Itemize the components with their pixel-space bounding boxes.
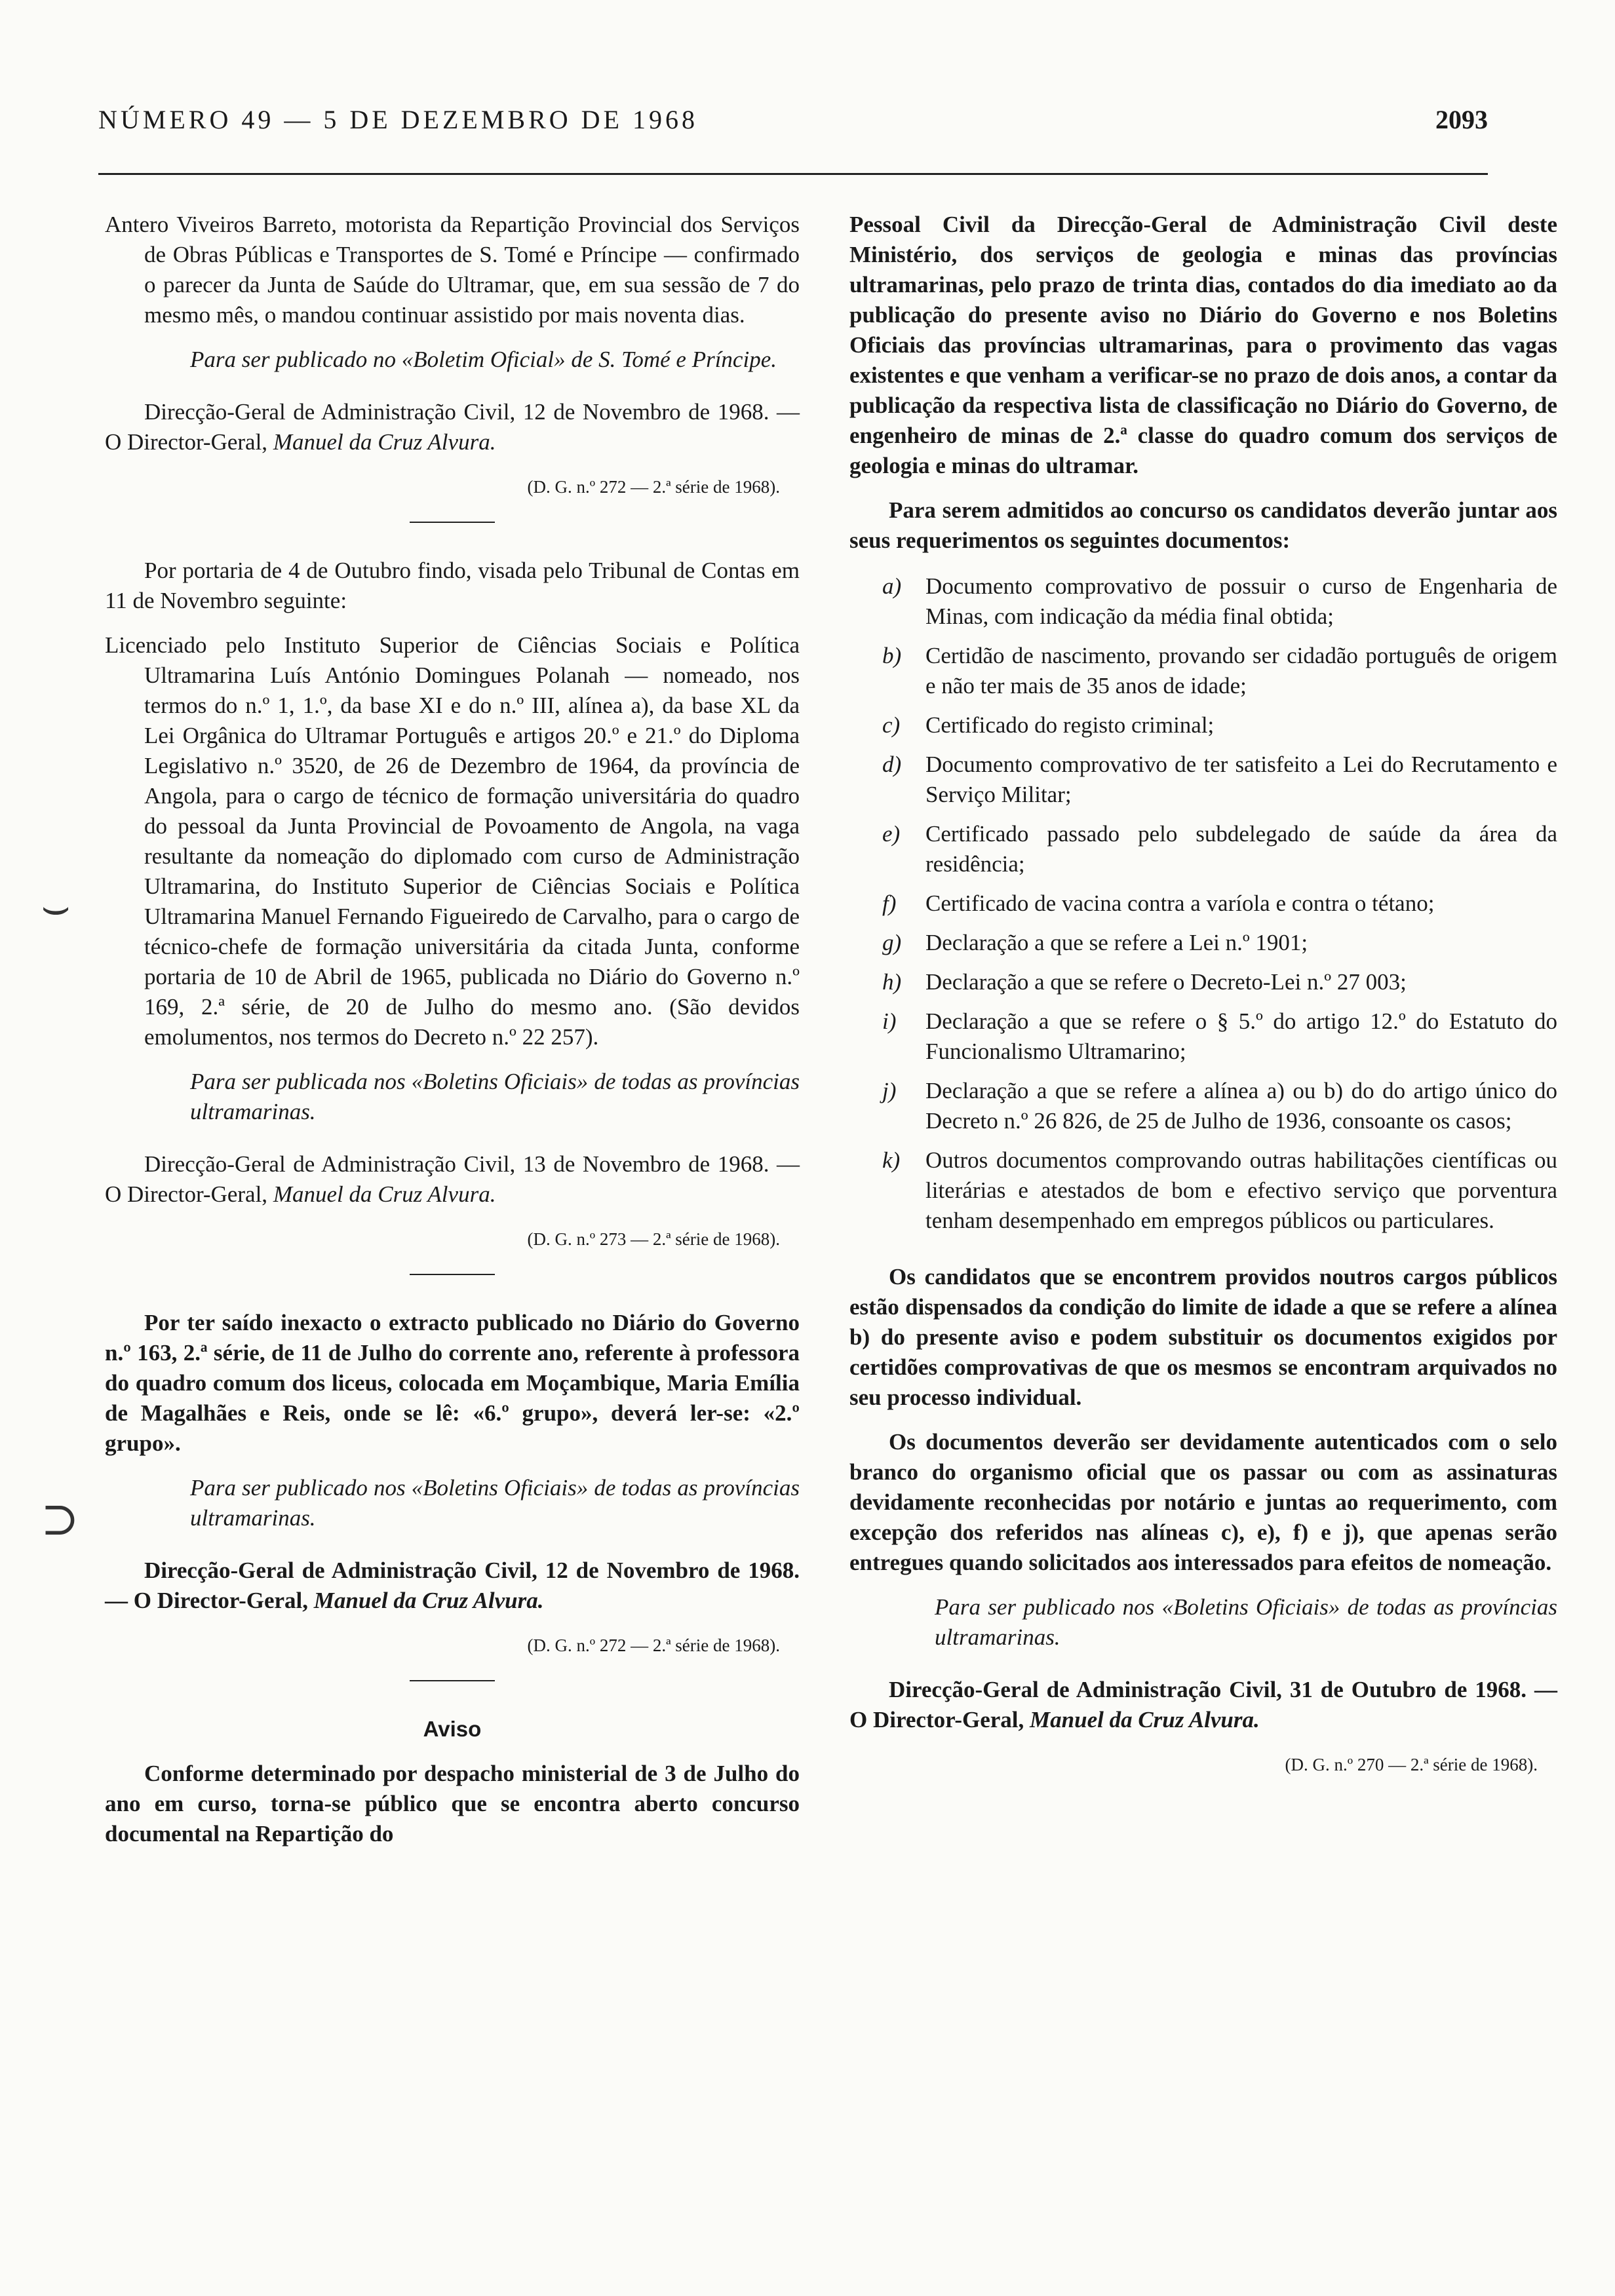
item-text: Declaração a que se refere o Decreto-Lei n.º 27 003; — [925, 969, 1407, 995]
gazette-reference: (D. G. n.º 270 — 2.ª série de 1968). — [1285, 1755, 1538, 1774]
item-text: Outros documentos comprovando outras habilitações científicas ou literárias e atestados de bom e efectivo serviço que porventura tenham desempenhado em empregos públicos ou particulares. — [925, 1147, 1557, 1233]
dispatch-paragraph: Antero Viveiros Barreto, motorista da Repartição Provincial dos Serviços de Obras Públicas e Transportes de S. Tomé e Príncipe — confirmado o parecer da Junta de Saúde do Ultramar, que, em sua sessão de 7 do mesmo mês, o mandou continuar assistido por mais noventa dias. — [105, 212, 800, 328]
separator-rule — [410, 1274, 495, 1275]
publication-note: Para ser publicado no «Boletim Oficial» de S. Tomé e Príncipe. — [190, 347, 777, 372]
document-item — [849, 928, 1557, 958]
signature-line: Direcção-Geral de Administração Civil, 12 de Novembro de 1968. — O Director-Geral, Manuel da Cruz Alvura. — [105, 399, 800, 455]
item-label: a) — [882, 573, 902, 599]
item-text: Declaração a que se refere o § 5.º do artigo 12.º do Estatuto do Funcionalismo Ultramarino; — [925, 1008, 1557, 1064]
item-label: i) — [882, 1008, 897, 1034]
aviso-paragraph: Conforme determinado por despacho ministerial de 3 de Julho do ano em curso, torna-se público que se encontra aberto concurso documental na Repartição do — [105, 1761, 800, 1846]
item-text: Documento comprovativo de possuir o curso de Engenharia de Minas, com indicação da média final obtida; — [925, 573, 1557, 629]
header-title: NÚMERO 49 — 5 DE DEZEMBRO DE 1968 — [98, 105, 698, 134]
page-header — [98, 105, 1488, 144]
portaria-intro: Por portaria de 4 de Outubro findo, visada pelo Tribunal de Contas em 11 de Novembro seguinte: — [105, 558, 800, 613]
item-label: f) — [882, 890, 897, 916]
publication-note: Para ser publicado nos «Boletins Oficiais» de todas as províncias ultramarinas. — [190, 1475, 800, 1531]
aviso-continuation: Pessoal Civil da Direcção-Geral de Administração Civil deste Ministério, dos serviços de geologia e minas das províncias ultramarinas, pelo prazo de trinta dias, contados do dia imediato ao da publicação do presente aviso no Diário do Governo e nos Boletins Oficiais das províncias ultramarinas, para o provimento das vagas existentes e que venham a verificar-se no prazo de dois anos, a contar da publicação da respectiva lista de classificação no Diário do Governo, de engenheiro de minas de 2.ª classe do quadro comum dos serviços de geologia e minas do ultramar. — [849, 212, 1557, 478]
document-item — [849, 1076, 1557, 1136]
document-item — [849, 889, 1557, 919]
document-item — [849, 819, 1557, 879]
separator-rule — [410, 522, 495, 523]
right-column — [849, 210, 1557, 1799]
signature-line: Direcção-Geral de Administração Civil, 12 de Novembro de 1968. — O Director-Geral, Manuel da Cruz Alvura. — [105, 1558, 800, 1613]
document-item — [849, 641, 1557, 701]
signature-line: Direcção-Geral de Administração Civil, 13 de Novembro de 1968. — O Director-Geral, Manuel da Cruz Alvura. — [105, 1151, 800, 1207]
binding-mark-icon: ⌣ — [41, 882, 71, 932]
item-text: Certificado de vacina contra a varíola e contra o tétano; — [925, 890, 1435, 916]
item-label: j) — [882, 1078, 897, 1103]
item-text: Declaração a que se refere a Lei n.º 1901; — [925, 930, 1308, 955]
binding-mark-icon: ⊃ — [41, 1495, 79, 1545]
left-column — [105, 210, 800, 1864]
item-text: Documento comprovativo de ter satisfeito a Lei do Recrutamento e Serviço Militar; — [925, 752, 1557, 807]
document-item — [849, 1145, 1557, 1236]
item-text: Certificado do registo criminal; — [925, 712, 1215, 738]
item-label: b) — [882, 643, 902, 668]
authentication-paragraph: Os documentos deverão ser devidamente autenticados com o selo branco do organismo oficial que os passar ou com as assinaturas devidamente reconhecidas por notário e juntas ao requerimento, com excepção dos referidos nas alíneas c), e), f) e j), que apenas serão entregues quando solicitados aos interessados para efeitos de nomeação. — [849, 1429, 1557, 1575]
item-label: d) — [882, 752, 902, 777]
item-label: e) — [882, 821, 901, 847]
document-item — [849, 967, 1557, 997]
appointment-paragraph: Licenciado pelo Instituto Superior de Ciências Sociais e Política Ultramarina Luís António Domingues Polanah — nomeado, nos termos do n.º 1, 1.º, da base XI e do n.º III, alínea a), da base XL da Lei Orgânica do Ultramar Português e artigos 20.º e 21.º do Diploma Legislativo n.º 3520, de 26 de Dezembro de 1964, da província de Angola, para o cargo de técnico de formação universitária do quadro do pessoal da Junta Provincial de Povoamento de Angola, na vaga resultante da nomeação do diplomado com curso de Administração Ultramarina, do Instituto Superior de Ciências Sociais e Política Ultramarina Manuel Fernando Figueiredo de Carvalho, para o cargo de técnico-chefe de formação universitária da citada Junta, conforme portaria de 10 de Abril de 1965, publicada no Diário do Governo n.º 169, 2.ª série, de 20 de Julho do mesmo ano. (São devidos emolumentos, nos termos do Decreto n.º 22 257). — [105, 632, 800, 1050]
item-label: c) — [882, 712, 901, 738]
separator-rule — [410, 1680, 495, 1681]
document-item — [849, 710, 1557, 740]
gazette-reference: (D. G. n.º 272 — 2.ª série de 1968). — [527, 1636, 780, 1655]
aviso-title: Aviso — [423, 1717, 482, 1741]
item-text: Declaração a que se refere a alínea a) ou b) do do artigo único do Decreto n.º 26 826, de 25 de Julho de 1936, consoante os casos; — [925, 1078, 1557, 1134]
item-label: h) — [882, 969, 902, 995]
documents-intro: Para serem admitidos ao concurso os candidatos deverão juntar aos seus requerimentos os seguintes documentos: — [849, 497, 1557, 553]
gazette-reference: (D. G. n.º 273 — 2.ª série de 1968). — [527, 1229, 780, 1249]
gazette-reference: (D. G. n.º 272 — 2.ª série de 1968). — [527, 477, 780, 497]
document-item — [849, 1006, 1557, 1067]
page-number: 2093 — [1435, 105, 1488, 134]
signature-line: Direcção-Geral de Administração Civil, 31 de Outubro de 1968. — O Director-Geral, Manuel da Cruz Alvura. — [849, 1677, 1557, 1732]
item-label: g) — [882, 930, 902, 955]
publication-note: Para ser publicado nos «Boletins Oficiais» de todas as províncias ultramarinas. — [935, 1594, 1557, 1650]
header-rule — [98, 173, 1488, 175]
publication-note: Para ser publicada nos «Boletins Oficiais» de todas as províncias ultramarinas. — [190, 1069, 800, 1124]
documents-list — [849, 571, 1557, 1236]
item-text: Certidão de nascimento, provando ser cidadão português de origem e não ter mais de 35 anos de idade; — [925, 643, 1557, 698]
document-item — [849, 750, 1557, 810]
correction-paragraph: Por ter saído inexacto o extracto publicado no Diário do Governo n.º 163, 2.ª série, de 11 de Julho do corrente ano, referente à professora do quadro comum dos liceus, colocada em Moçambique, Maria Emília de Magalhães e Reis, onde se lê: «6.º grupo», deverá ler-se: «2.º grupo». — [105, 1310, 800, 1456]
item-text: Certificado passado pelo subdelegado de saúde da área da residência; — [925, 821, 1557, 877]
candidates-paragraph: Os candidatos que se encontrem providos noutros cargos públicos estão dispensados da condição do limite de idade a que se refere a alínea b) do presente aviso e podem substituir os documentos exigidos por certidões comprovativas de que os mesmos se encontram arquivados no seu processo individual. — [849, 1264, 1557, 1410]
document-item — [849, 571, 1557, 632]
item-label: k) — [882, 1147, 901, 1173]
